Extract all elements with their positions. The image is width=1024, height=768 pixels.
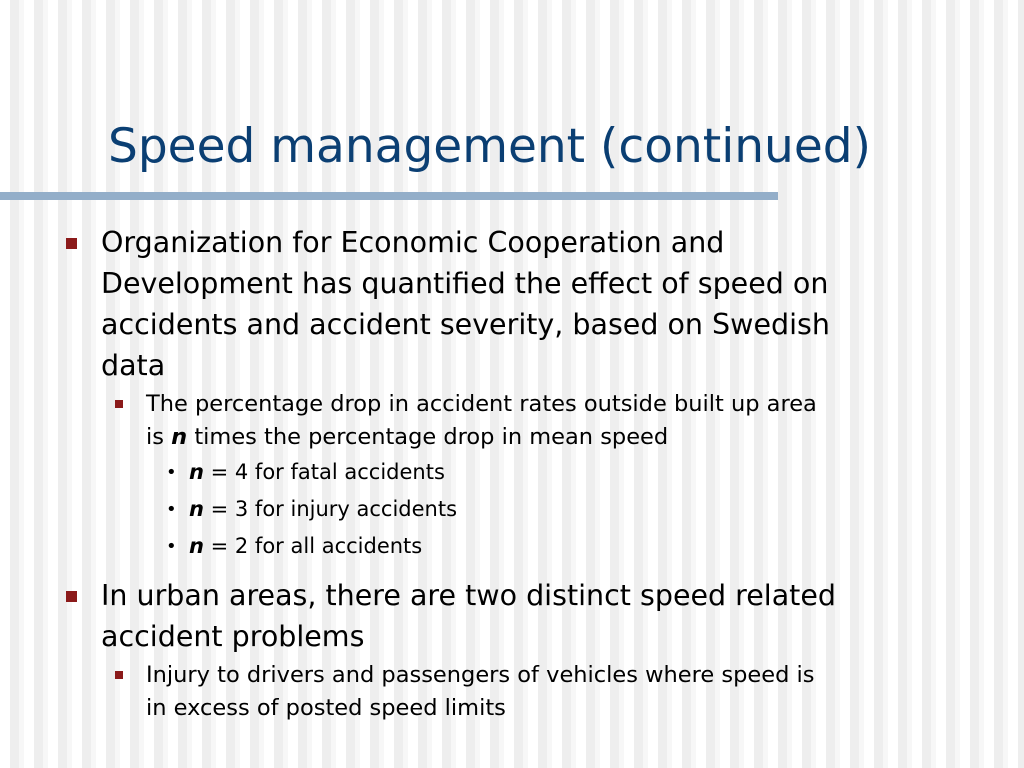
variable-n: n (189, 497, 204, 521)
variable-n: n (189, 460, 204, 484)
bullet-item-urban (0, 575, 1024, 657)
sub-bullet-text-line: The percentage drop in accident rates outside built up area (146, 391, 817, 417)
variable-n: n (189, 534, 204, 558)
sub-bullet-injury-drivers (0, 659, 1024, 725)
sub-bullet-percentage-drop (0, 388, 1024, 454)
title-underline (0, 192, 778, 200)
bullet-text-line: accident problems (101, 620, 365, 653)
text-segment: = 3 for injury accidents (203, 497, 458, 521)
bullet-item-oecd (0, 222, 1024, 386)
bullet-text-line: Organization for Economic Cooperation and (101, 226, 725, 259)
text-segment: times the percentage drop in mean speed (187, 424, 669, 450)
dot-bullet-icon: • (166, 536, 177, 557)
bullet-text-line: data (101, 349, 166, 382)
sub-sub-bullet-fatal (0, 454, 1024, 491)
sub-sub-bullet-text (189, 454, 1024, 491)
text-segment: = 2 for all accidents (203, 534, 423, 558)
sub-sub-bullet-all (0, 528, 1024, 565)
square-bullet-icon (115, 400, 123, 408)
text-segment: = 4 for fatal accidents (203, 460, 445, 484)
bullet-text-line: In urban areas, there are two distinct speed related (101, 579, 836, 612)
sub-bullet-text-line: in excess of posted speed limits (146, 695, 506, 721)
square-bullet-icon (66, 591, 77, 602)
sub-sub-bullet-text (189, 528, 1024, 565)
slide-title: Speed management (continued) (108, 119, 871, 174)
slide-body (0, 222, 1024, 725)
square-bullet-icon (115, 671, 123, 679)
sub-bullet-text-line (146, 421, 1024, 454)
dot-bullet-icon: • (166, 462, 177, 483)
bullet-text-line: Development has quantified the effect of speed on (101, 267, 829, 300)
variable-n: n (171, 424, 188, 450)
text-segment: is (146, 424, 172, 450)
square-bullet-icon (66, 238, 77, 249)
dot-bullet-icon: • (166, 499, 177, 520)
sub-sub-bullet-text (189, 491, 1024, 528)
bullet-text-line: accidents and accident severity, based on Swedish (101, 308, 830, 341)
sub-bullet-text-line: Injury to drivers and passengers of vehicles where speed is (146, 662, 815, 688)
sub-sub-bullet-injury (0, 491, 1024, 528)
